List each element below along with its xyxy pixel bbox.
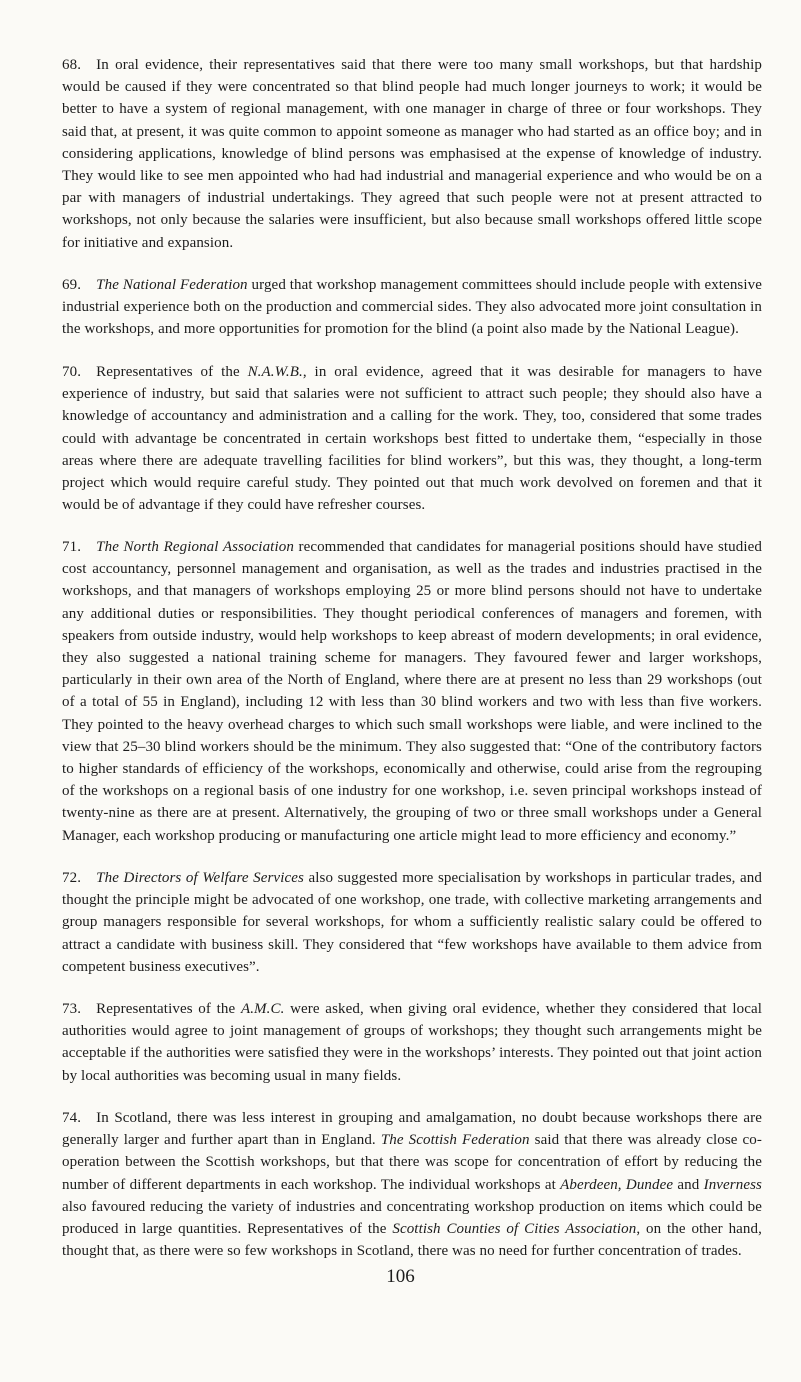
text-segment: urged that workshop management committees should include people with extensive industrial experience both on the production and commercial sides. They also advocated more joint consultation in the workshops, and more opportunities for promotion for the blind (a point also made by the National League). bbox=[62, 277, 762, 338]
text-segment: were asked, when giving oral evidence, whether they considered that local authorities would agree to joint management of groups of workshops; they thought such arrangements might be acceptable if the authorities were satisfied they were in the workshops’ interests. They pointed out that joint action by local authorities was becoming usual in many fields. bbox=[62, 1001, 762, 1084]
italic-text-segment: Scottish Counties of Cities Association bbox=[392, 1221, 637, 1238]
text-segment: recommended that candidates for managerial positions should have studied cost accountancy, personnel management and organisation, as well as the trades and industries practised in the workshops, and that managers of workshops employing 25 or more blind persons should not have to undertake any additional duties or responsibilities. They thought periodical conferences of managers and foremen, with speakers from outside industry, would help workshops to keep abreast of modern developments; in oral evidence, they also suggested a national training scheme for managers. They favoured fewer and larger workshops, particularly in their own area of the North of England, where there are at present no less than 29 workshops (out of a total of 55 in England), including 12 with less than 30 blind workers and two with less than five workers. They pointed to the heavy overhead charges to which such small workshops were liable, and were inclined to the view that 25–30 blind workers should be the minimum. They also suggested that: “One of the contributory factors to higher standards of efficiency of the workshops, economically and otherwise, could arise from the regrouping of the workshops on a regional basis of one industry for one workshop, i.e. seven principal workshops instead of twenty-nine as there are at present. Alternatively, the grouping of two or three small workshops under a General Manager, each workshop producing or manufacturing one article might lead to more efficiency and economy.” bbox=[62, 539, 762, 844]
paragraph-number: 71. bbox=[62, 539, 82, 555]
paragraph-number: 69. bbox=[62, 277, 82, 293]
text-segment: said that there was already close co-operation between the Scottish workshops, but that there was scope for concentration of effort by reducing the number of different departments in each workshop. The individual workshops at bbox=[62, 1132, 762, 1193]
italic-text-segment: The North Regional Association bbox=[96, 539, 294, 555]
text-segment: In Scotland, there was less interest in grouping and amalgamation, no doubt because workshops there are generally larger and further apart than in England. bbox=[62, 1110, 762, 1149]
italic-text-segment: Inverness bbox=[703, 1176, 762, 1193]
paragraph-number: 74. bbox=[62, 1110, 82, 1126]
paragraph-74 bbox=[62, 1107, 762, 1262]
text-segment: also favoured reducing the variety of industries and concentrating workshop production on items which could be produced in large quantities. Representatives of the bbox=[62, 1198, 762, 1238]
italic-text-segment: The Directors of Welfare Services bbox=[96, 870, 304, 886]
paragraph-number: 68. bbox=[62, 57, 82, 73]
italic-text-segment: A.M.C. bbox=[240, 1001, 285, 1017]
text-segment: , on the other hand, thought that, as there were so few workshops in Scotland, there was no need for further concentration of trades. bbox=[62, 1221, 762, 1260]
italic-text-segment: The National Federation bbox=[96, 277, 248, 293]
italic-text-segment: Aberdeen, Dundee bbox=[560, 1176, 674, 1193]
paragraph-number: 73. bbox=[62, 1001, 82, 1017]
paragraph-70 bbox=[62, 361, 762, 516]
paragraph-69 bbox=[62, 274, 762, 341]
paragraph-number: 70. bbox=[62, 364, 82, 380]
page-number: 106 bbox=[386, 1266, 415, 1287]
text-segment: In oral evidence, their representatives said that there were too many small workshops, but that hardship would be caused if they were concentrated so that blind people had much longer journeys to work; it would be better to have a system of regional management, with one manager in charge of three or four workshops. They said that, at present, it was quite common to appoint someone as manager who had started as an office boy; and in considering applications, knowledge of blind persons was emphasised at the expense of knowledge of industry. They would like to see men appointed who had had industrial and managerial experience and who would be on a par with managers of industrial undertakings. They agreed that such people were not at present attracted to workshops, not only because the salaries were insufficient, but also because small workshops offered little scope for initiative and expansion. bbox=[62, 57, 762, 251]
text-segment: also suggested more specialisation by workshops in particular trades, and thought the principle might be advocated of one workshop, one trade, with collective marketing arrangements and group managers responsible for several workshops, for whom a sufficiently realistic salary could be offered to attract a candidate with business skill. They considered that “few workshops have available to them advice from competent business executives”. bbox=[62, 870, 762, 975]
paragraph-71 bbox=[62, 536, 762, 847]
text-segment: and bbox=[673, 1176, 704, 1193]
text-segment: Representatives of the bbox=[96, 1001, 241, 1017]
paragraph-73 bbox=[62, 998, 762, 1087]
text-segment: , in oral evidence, agreed that it was desirable for managers to have experience of industry, but said that salaries were not sufficient to attract such people; they should also have a knowledge of accountancy and administration and a calling for the work. They, too, considered that some trades could with advantage be concentrated in certain workshops best fitted to undertake them, “especially in those areas where there are adequate travelling facilities for blind workers”, but this was, they thought, a long-term project which would require careful study. They pointed out that much work devolved on foremen and that it would be of advantage if they could have refresher courses. bbox=[62, 364, 762, 514]
paragraph-72 bbox=[62, 867, 762, 978]
paragraph-number: 72. bbox=[62, 870, 82, 886]
italic-text-segment: The Scottish Federation bbox=[380, 1132, 530, 1149]
italic-text-segment: N.A.W.B. bbox=[247, 364, 303, 380]
text-segment: Representatives of the bbox=[96, 364, 248, 380]
paragraph-68 bbox=[62, 54, 762, 254]
